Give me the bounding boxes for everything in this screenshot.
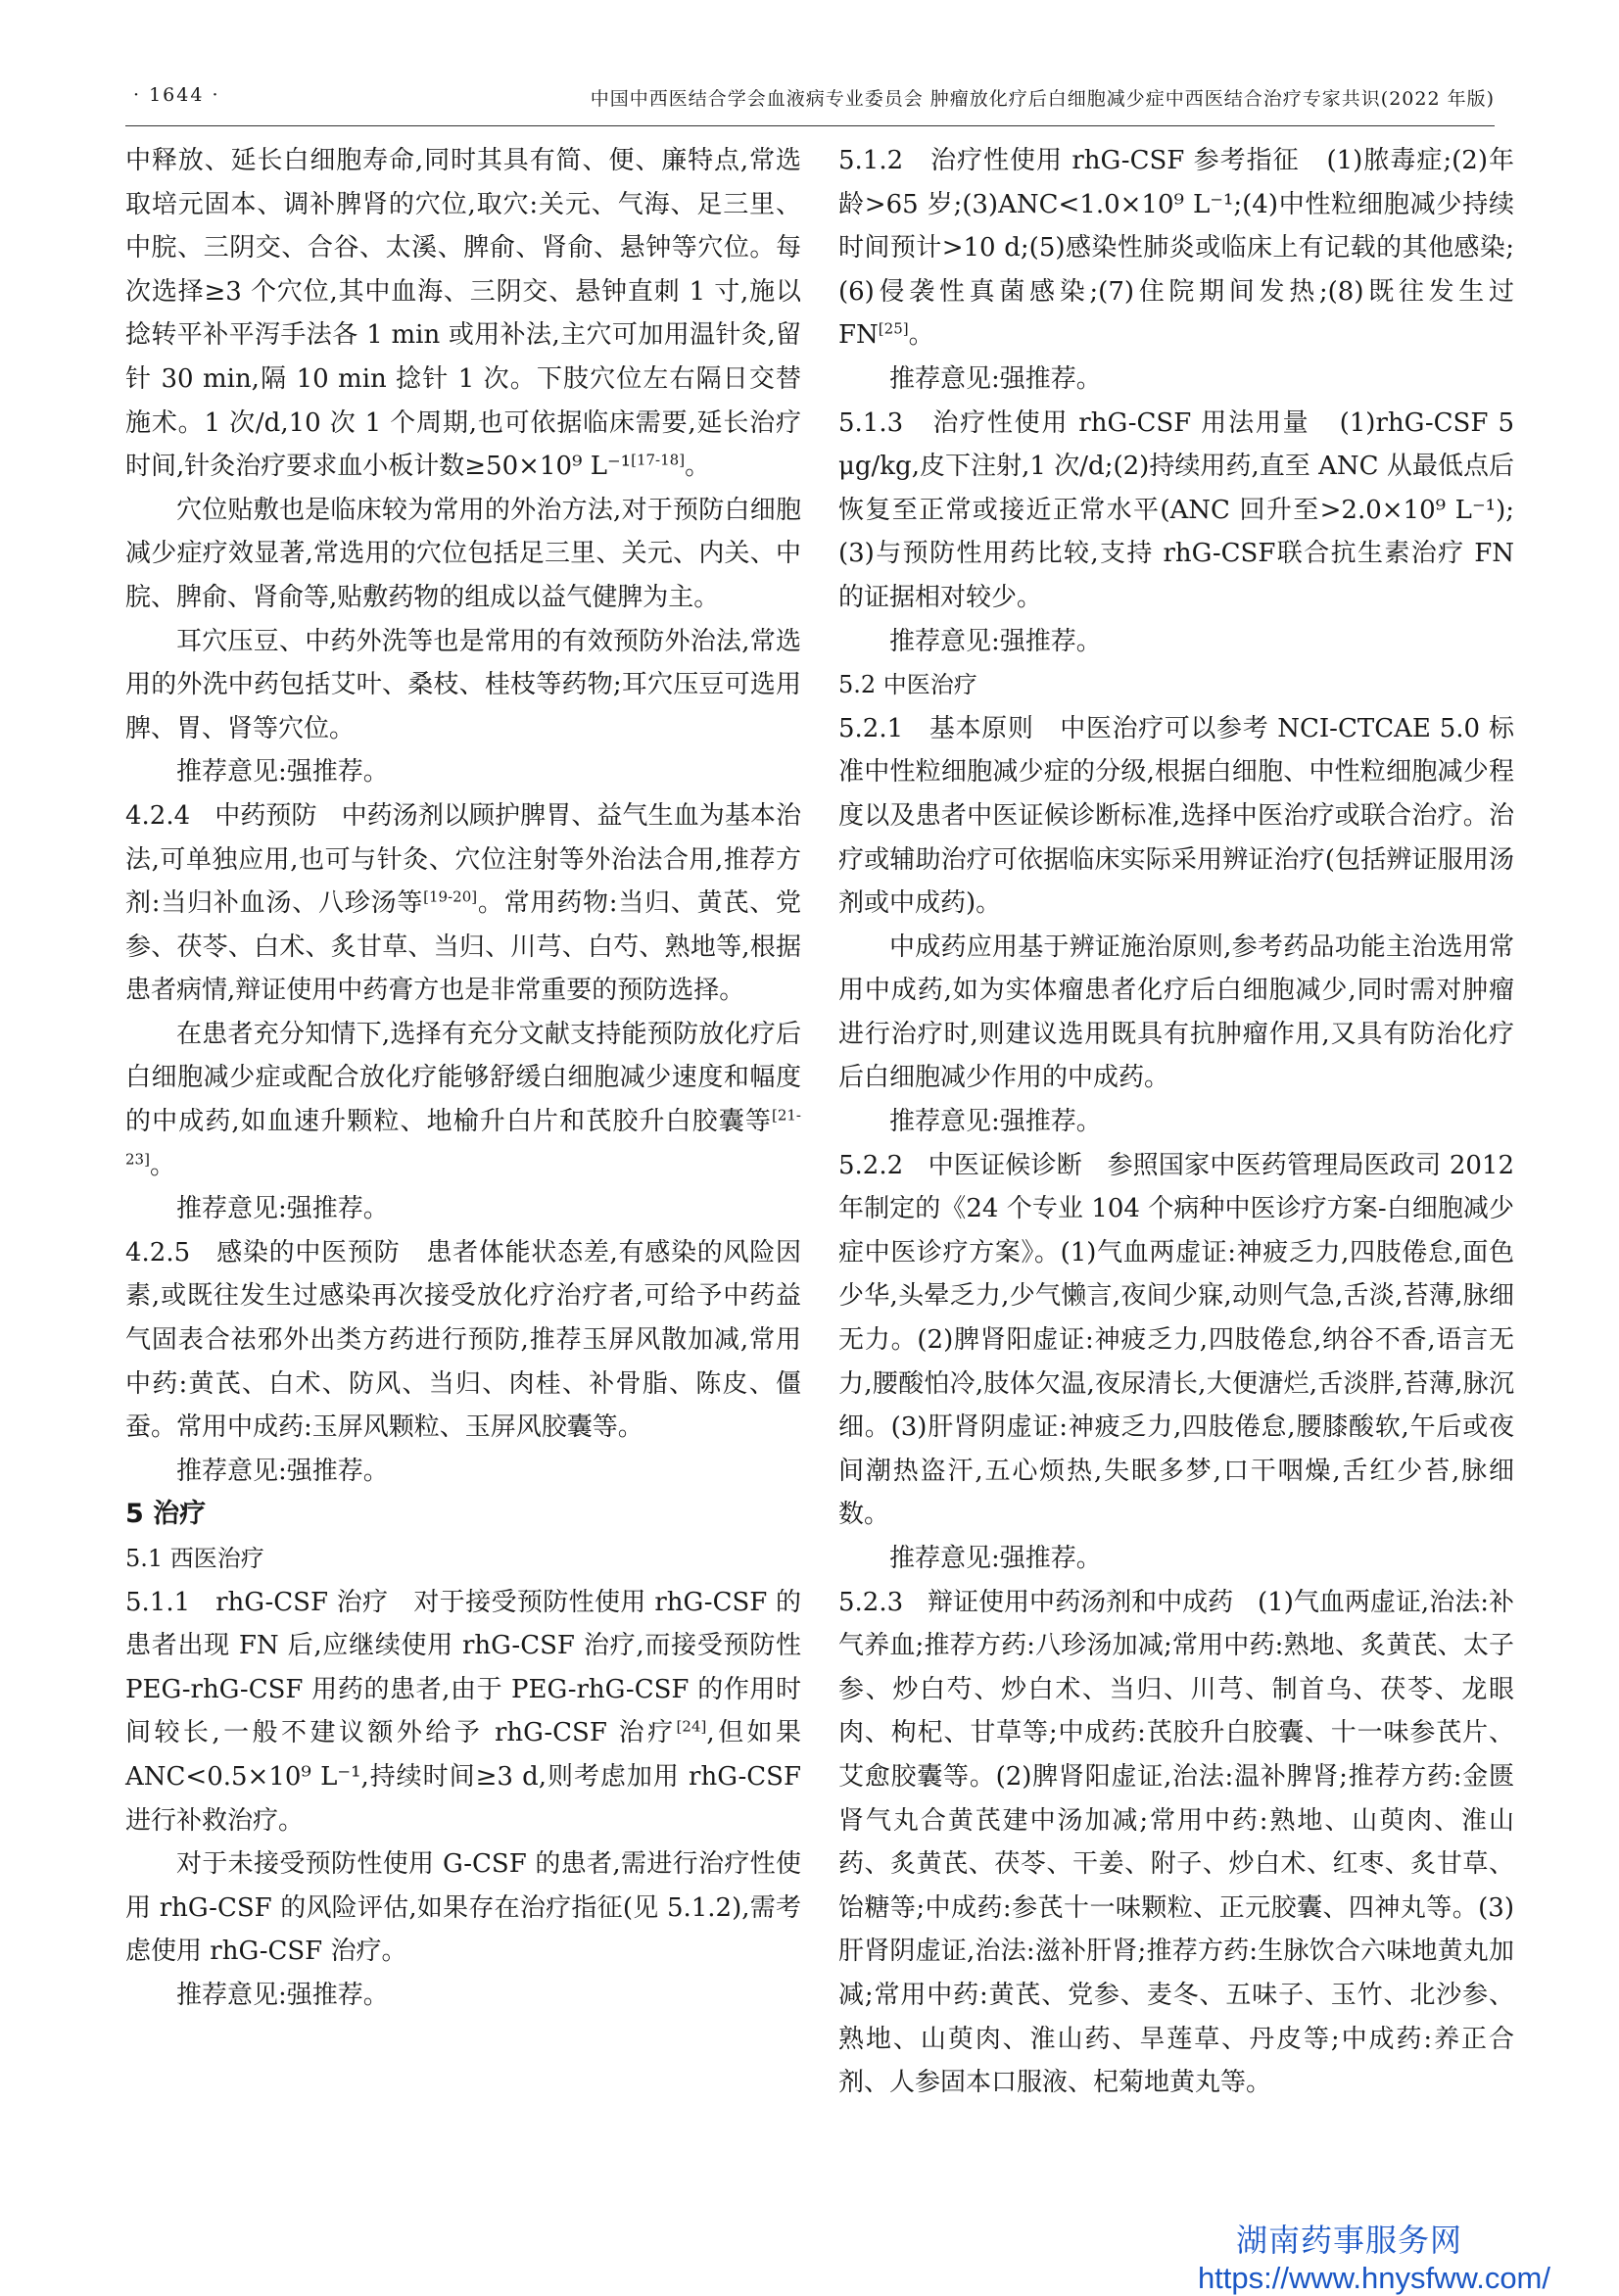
paragraph: 穴位贴敷也是临床较为常用的外治方法,对于预防白细胞减少症疗效显著,常选用的穴位包括足三里、关元、内关、中脘、脾俞、肾俞等,贴敷药物的组成以益气健脾为主。 [125,495,801,612]
recommendation: 推荐意见:强推荐。 [176,1456,389,1486]
recommendation: 推荐意见:强推荐。 [889,626,1102,656]
recommendation: 推荐意见:强推荐。 [889,1107,1102,1137]
page-number: · 1644 · [133,84,220,106]
site-watermark [1198,2216,1550,2296]
citation[interactable]: [17-18] [631,451,686,469]
recommendation: 推荐意见:强推荐。 [889,1544,1102,1573]
subsection-4-2-5: 4.2.5 感染的中医预防 患者体能状态差,有感染的风险因素,或既往发生过感染再次接受放化疗治疗者,可给予中药益气固表合祛邪外出类方药进行预防,推荐玉屏风散加减,常用中药:黄芪、白术、防风、当归、肉桂、补骨脂、陈皮、僵蚕。常用中成药:玉屏风颗粒、玉屏风胶囊等。 [125,1237,801,1443]
section-number: 5.2.1 [838,713,904,743]
section-title: 辩证使用中药汤剂和中成药 [928,1587,1234,1617]
left-column [125,139,801,2018]
subsection-5-2-1: 5.2.1 基本原则 中医治疗可以参考 NCI-CTCAE 5.0 标准中性粒细胞减少症的分级,根据白细胞、中性粒细胞减少程度以及患者中医证候诊断标准,选择中医治疗或联合治疗。治疗或辅助治疗可依据临床实际采用辨证治疗(包括辨证服用汤剂或中成药)。 [838,713,1515,919]
section-title: 感染的中医预防 [216,1237,401,1268]
section-number: 5.1.2 [838,146,904,175]
citation[interactable]: [19-20] [423,887,478,906]
paragraph: 在患者充分知情下,选择有充分文献支持能预防放化疗后白细胞减少症或配合放化疗能够舒缓白细胞减少速度和幅度的中成药,如血速升颗粒、地榆升白片和芪胶升白胶囊等[21-23]。 [125,1019,801,1180]
recommendation: 推荐意见:强推荐。 [889,363,1102,394]
subsection-4-2-4: 4.2.4 中药预防 中药汤剂以顾护脾胃、益气生血为基本治法,可单独应用,也可与针灸、穴位注射等外治法合用,推荐方剂:当归补血汤、八珍汤等[19-20]。常用药物:当归、黄芪、党参、茯苓、白术、炙甘草、当归、川芎、白芍、熟地等,根据患者病情,辩证使用中药膏方也是非常重要的预防选择。 [125,800,802,1006]
right-column [838,139,1514,2105]
citation[interactable]: [21-23] [125,1106,801,1168]
section-title: 基本原则 [929,713,1034,743]
paragraph: 对于未接受预防性使用 G-CSF 的患者,需进行治疗性使用 rhG-CSF 的风险评估,如果存在治疗指征(见 5.1.2),需考虑使用 rhG-CSF 治疗。 [125,1849,801,1967]
subsection-5-1-1: 5.1.1 rhG-CSF 治疗 对于接受预防性使用 rhG-CSF 的患者出现 FN 后,应继续使用 rhG-CSF 治疗,而接受预防性 PEG-rhG-CSF 用药的患者,由于 PEG-rhG-CSF 的作用时间较长,一般不建议额外给予 rhG-CSF 治疗[24],但如果 ANC<0.5×10⁹ L⁻¹,持续时间≥3 d,则考虑加用 rhG-CSF 进行补救治疗。 [125,1587,801,1836]
section-number: 4.2.4 [125,800,191,831]
section-number: 5.1.1 [125,1587,191,1617]
citation[interactable]: [24] [676,1717,707,1736]
section-heading-5: 5 治疗 [125,1499,207,1530]
section-title: rhG-CSF 治疗 [215,1587,389,1617]
subsection-5-1-3: 5.1.3 治疗性使用 rhG-CSF 用法用量 (1)rhG-CSF 5 μg/kg,皮下注射,1 次/d;(2)持续用药,直至 ANC 从最低点后恢复至正常或接近正常水平(ANC 回升至>2.0×10⁹ L⁻¹);(3)与预防性用药比较,支持 rhG-CSF联合抗生素治疗 FN 的证据相对较少。 [838,407,1514,612]
subsection-heading-5-2: 5.2 中医治疗 [838,671,977,699]
paragraph: 耳穴压豆、中药外洗等也是常用的有效预防外治法,常选用的外洗中药包括艾叶、桑枝、桂枝等药物;耳穴压豆可选用脾、胃、肾等穴位。 [125,626,801,743]
page-header [125,78,1495,126]
watermark-url-link[interactable]: https://www.hnysfww.com/ [1197,2261,1550,2295]
section-number: 5.2.3 [838,1587,904,1617]
subsection-5-2-3: 5.2.3 辩证使用中药汤剂和中成药 (1)气血两虚证,治法:补气养血;推荐方药:八珍汤加减;常用中药:熟地、炙黄芪、太子参、炒白芍、炒白术、当归、川芎、制首乌、茯苓、龙眼肉、枸杞、甘草等;中成药:芪胶升白胶囊、十一味参芪片、艾愈胶囊等。(2)脾肾阳虚证,治法:温补脾肾;推荐方药:金匮肾气丸合黄芪建中汤加减;常用中药:熟地、山萸肉、淮山药、炙黄芪、茯苓、干姜、附子、炒白术、红枣、炙甘草、饴糖等;中成药:参芪十一味颗粒、正元胶囊、四神丸等。(3)肝肾阴虚证,治法:滋补肝肾;推荐方药:生脉饮合六味地黄丸加减;常用中药:黄芪、党参、麦冬、五味子、玉竹、北沙参、熟地、山萸肉、淮山药、旱莲草、丹皮等;中成药:养正合剂、人参固本口服液、杞菊地黄丸等。 [838,1587,1515,2098]
section-number: 4.2.5 [125,1237,191,1268]
section-title: 中药预防 [214,800,317,831]
section-title: 治疗性使用 rhG-CSF 参考指征 [930,146,1300,175]
recommendation: 推荐意见:强推荐。 [176,1980,389,2010]
citation[interactable]: [25] [878,319,909,338]
subsection-5-2-2: 5.2.2 中医证候诊断 参照国家中医药管理局医政司 2012 年制定的《24 个专业 104 个病种中医诊疗方案-白细胞减少症中医诊疗方案》。(1)气血两虚证:神疲乏力,四肢倦怠,面色少华,头晕乏力,少气懒言,夜间少寐,动则气急,舌淡,苔薄,脉细无力。(2)脾肾阳虚证:神疲乏力,四肢倦怠,纳谷不香,语言无力,腰酸怕冷,肢体欠温,夜尿清长,大便溏烂,舌淡胖,苔薄,脉沉细。(3)肝肾阴虚证:神疲乏力,四肢倦怠,腰膝酸软,午后或夜间潮热盗汗,五心烦热,失眠多梦,口干咽燥,舌红少苔,脉细数。 [838,1150,1514,1530]
watermark-site-name: 湖南药事服务网 [1235,2222,1462,2259]
running-title: 中国中西医结合学会血液病专业委员会 肿瘤放化疗后白细胞减少症中西医结合治疗专家共识(2022 年版) [590,88,1495,110]
section-title: 治疗性使用 rhG-CSF 用法用量 [932,407,1310,438]
section-number: 5.1.3 [838,407,904,438]
section-title: 中医证候诊断 [928,1150,1082,1180]
recommendation: 推荐意见:强推荐。 [176,1194,389,1224]
section-number: 5.2.2 [838,1150,904,1180]
subsection-heading-5-1: 5.1 西医治疗 [125,1545,264,1572]
paragraph: 中成药应用基于辨证施治原则,参考药品功能主治选用常用中成药,如为实体瘤患者化疗后白细胞减少,同时需对肿瘤进行治疗时,则建议选用既具有抗肿瘤作用,又具有防治化疗后白细胞减少作用的中成药。 [838,932,1514,1093]
recommendation: 推荐意见:强推荐。 [176,757,389,788]
paragraph: 中释放、延长白细胞寿命,同时其具有简、便、廉特点,常选取培元固本、调补脾肾的穴位,取穴:关元、气海、足三里、中脘、三阴交、合谷、太溪、脾俞、肾俞、悬钟等穴位。每次选择≥3 个穴位,其中血海、三阴交、悬钟直刺 1 寸,施以捻转平补平泻手法各 1 min 或用补法,主穴可加用温针灸,留针 30 min,隔 10 min 捻针 1 次。下肢穴位左右隔日交替施术。1 次/d,10 次 1 个周期,也可依据临床需要,延长治疗时间,针灸治疗要求血小板计数≥50×10⁹ L⁻¹[17-18]。 [125,146,801,482]
subsection-5-1-2: 5.1.2 治疗性使用 rhG-CSF 参考指征 (1)脓毒症;(2)年龄>65 岁;(3)ANC<1.0×10⁹ L⁻¹;(4)中性粒细胞减少持续时间预计>10 d;(5)感染性肺炎或临床上有记载的其他感染;(6)侵袭性真菌感染;(7)住院期间发热;(8)既往发生过 FN[25]。 [838,146,1514,351]
